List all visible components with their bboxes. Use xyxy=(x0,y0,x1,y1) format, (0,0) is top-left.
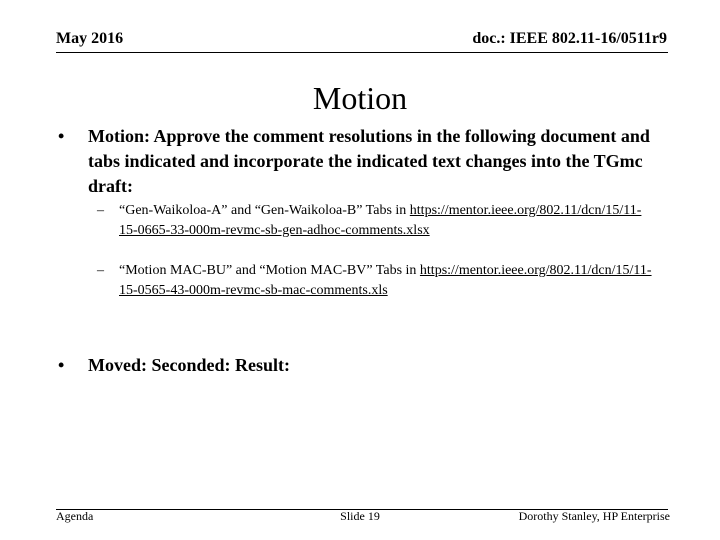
document-link[interactable]: https://mentor.ieee.org/802.11/dcn/15/11-15-0565-43-000m-revmc-sb-mac-comments.xls xyxy=(119,263,652,298)
header-doc-id: doc.: IEEE 802.11-16/0511r9 xyxy=(472,30,667,47)
sub-item-marker: – xyxy=(97,203,104,218)
sub-item-text: “Gen-Waikoloa-A” and “Gen-Waikoloa-B” Tabs in xyxy=(119,203,407,218)
sub-item-text: “Motion MAC-BU” and “Motion MAC-BV” Tabs in xyxy=(119,263,417,278)
header-date: May 2016 xyxy=(56,30,124,47)
sub-item-motion-mac xyxy=(97,261,654,301)
footer-left: Agenda xyxy=(56,509,94,523)
sub-item-gen-waikoloa xyxy=(97,201,654,241)
bullet-motion xyxy=(58,124,660,199)
slide-number: Slide 19 xyxy=(340,509,380,523)
bullet-text: Moved: Seconded: Result: xyxy=(88,355,290,375)
bullet-marker: • xyxy=(58,355,65,375)
slide-title: Motion xyxy=(312,80,408,116)
document-link[interactable]: https://mentor.ieee.org/802.11/dcn/15/11-15-0665-33-000m-revmc-sb-gen-adhoc-comments.xlsx xyxy=(119,203,642,238)
footer-author: Dorothy Stanley, HP Enterprise xyxy=(518,509,670,523)
bullet-marker: • xyxy=(58,126,65,146)
bullet-text: Motion: Approve the comment resolutions in the following document and tabs indicated and incorporate the indicated text changes into the TGmc draft: xyxy=(88,126,650,196)
header-rule xyxy=(56,52,668,53)
bullet-moved-seconded-result xyxy=(58,353,660,378)
sub-item-marker: – xyxy=(97,263,104,278)
